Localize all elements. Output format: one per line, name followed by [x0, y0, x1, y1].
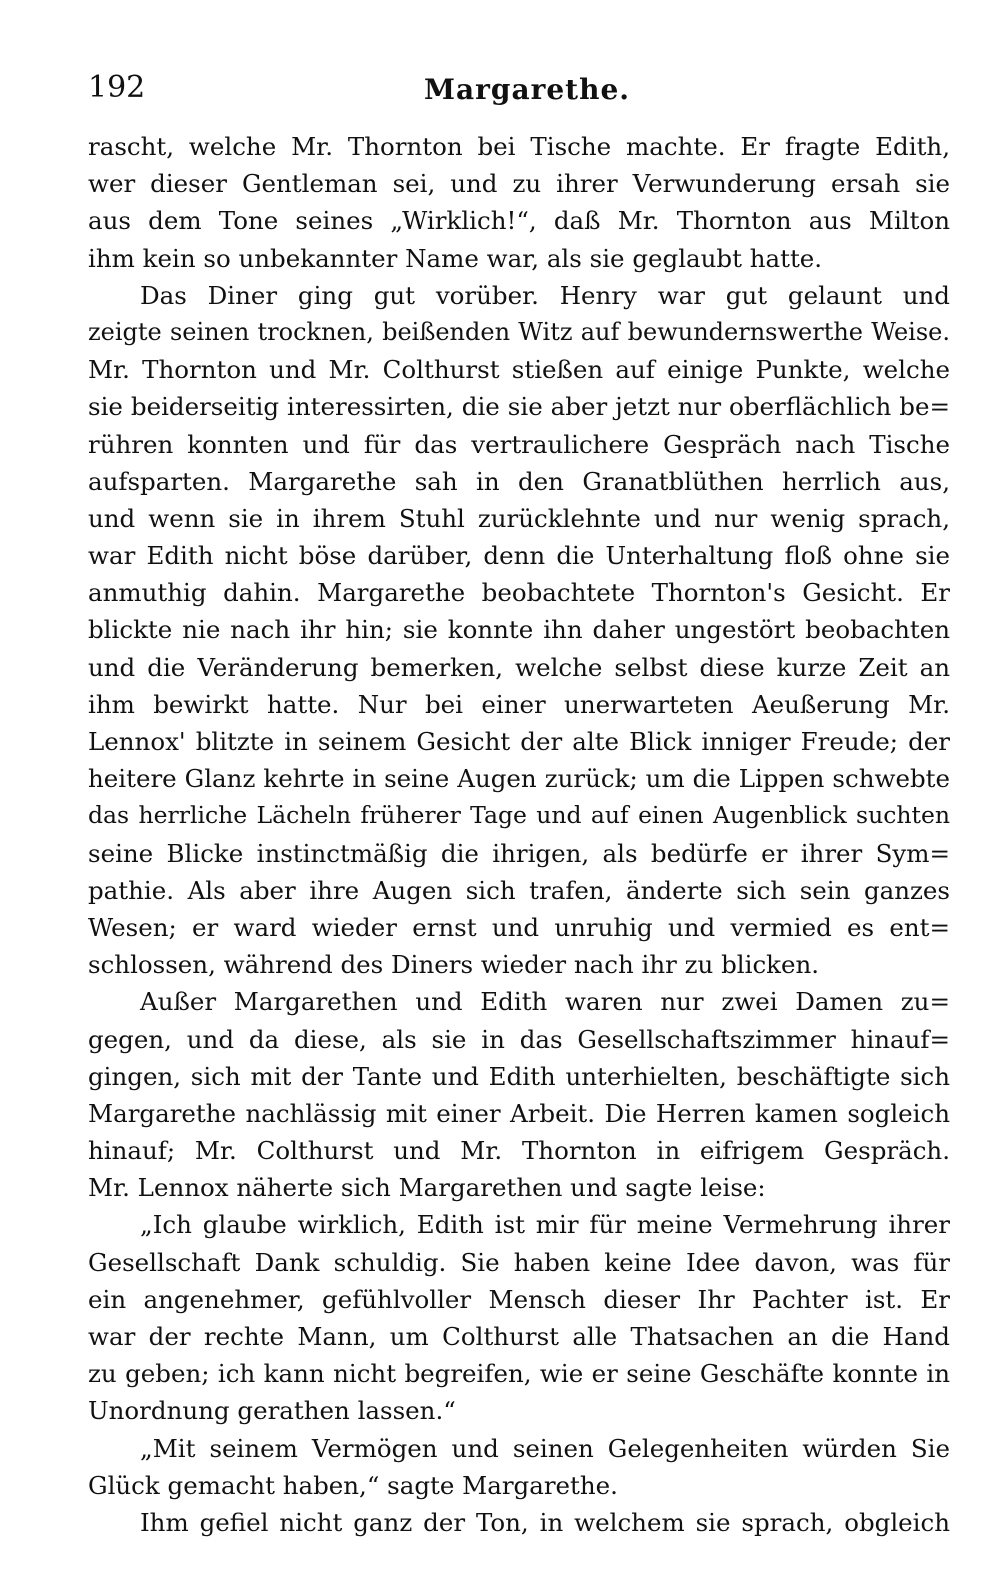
- text-line: pathie. Als aber ihre Augen sich trafen, änderte sich sein ganzes: [88, 875, 950, 905]
- body-text: [88, 128, 950, 1541]
- text-line: war Edith nicht böse darüber, denn die Unterhaltung floß ohne sie: [88, 541, 950, 571]
- text-line: ihm bewirkt hatte. Nur bei einer unerwarteten Aeußerung Mr.: [88, 689, 950, 719]
- text-line: gingen, sich mit der Tante und Edith unterhielten, beschäftigte sich: [88, 1061, 950, 1091]
- text-line: Wesen; er ward wieder ernst und unruhig und vermied es ent=: [88, 912, 950, 942]
- text-line: ein angenehmer, gefühlvoller Mensch dieser Ihr Pachter ist. Er: [88, 1284, 950, 1314]
- text-line: Außer Margarethen und Edith waren nur zwei Damen zu=: [140, 987, 950, 1017]
- text-line: rühren konnten und für das vertraulichere Gespräch nach Tische: [88, 429, 950, 459]
- text-line: hinauf; Mr. Colthurst und Mr. Thornton in eifrigem Gespräch.: [88, 1136, 950, 1166]
- text-line: aufsparten. Margarethe sah in den Granatblüthen herrlich aus,: [88, 466, 950, 496]
- text-line: heitere Glanz kehrte in seine Augen zurück; um die Lippen schwebte: [88, 764, 950, 794]
- text-line: gegen, und da diese, als sie in das Gesellschaftszimmer hinauf=: [88, 1024, 950, 1054]
- text-line: zeigte seinen trocknen, beißenden Witz auf bewundernswerthe Weise.: [88, 317, 950, 346]
- running-head: Margarethe.: [424, 73, 631, 106]
- page-number: 192: [88, 70, 146, 105]
- page-header: [88, 68, 948, 112]
- text-line: schlossen, während des Diners wieder nach ihr zu blicken.: [88, 950, 820, 980]
- text-line: Mr. Thornton und Mr. Colthurst stießen auf einige Punkte, welche: [88, 355, 950, 385]
- text-line: rascht, welche Mr. Thornton bei Tische machte. Er fragte Edith,: [88, 132, 950, 161]
- text-line: Das Diner ging gut vorüber. Henry war gut gelaunt und: [140, 280, 950, 310]
- text-line: Gesellschaft Dank schuldig. Sie haben keine Idee davon, was für: [88, 1247, 950, 1277]
- text-line: war der rechte Mann, um Colthurst alle Thatsachen an die Hand: [88, 1322, 950, 1351]
- text-line: und die Veränderung bemerken, welche selbst diese kurze Zeit an: [88, 652, 950, 682]
- text-line: wer dieser Gentleman sei, und zu ihrer Verwunderung ersah sie: [88, 169, 950, 199]
- text-line: „Ich glaube wirklich, Edith ist mir für meine Vermehrung ihrer: [140, 1210, 950, 1240]
- text-line: das herrliche Lächeln früherer Tage und auf einen Augenblick suchten: [88, 801, 950, 830]
- text-line: anmuthig dahin. Margarethe beobachtete Thornton's Gesicht. Er: [88, 578, 950, 608]
- text-line: Mr. Lennox näherte sich Margarethen und sagte leise:: [88, 1173, 766, 1203]
- text-line: seine Blicke instinctmäßig die ihrigen, als bedürfe er ihrer Sym=: [88, 838, 950, 868]
- text-line: sie beiderseitig interessirten, die sie aber jetzt nur oberflächlich be=: [88, 392, 950, 422]
- text-line: Glück gemacht haben,“ sagte Margarethe.: [88, 1470, 618, 1500]
- text-line: blickte nie nach ihr hin; sie konnte ihn daher ungestört beobachten: [88, 615, 950, 645]
- text-line: aus dem Tone seines „Wirklich!“, daß Mr. Thornton aus Milton: [88, 206, 950, 236]
- text-line: zu geben; ich kann nicht begreifen, wie er seine Geschäfte konnte in: [88, 1359, 950, 1389]
- text-line: Ihm gefiel nicht ganz der Ton, in welchem sie sprach, obgleich: [140, 1507, 950, 1537]
- text-line: ihm kein so unbekannter Name war, als sie geglaubt hatte.: [88, 243, 823, 273]
- text-line: Unordnung gerathen lassen.“: [88, 1396, 456, 1426]
- text-line: Lennox' blitzte in seinem Gesicht der alte Blick inniger Freude; der: [88, 727, 950, 756]
- text-line: und wenn sie in ihrem Stuhl zurücklehnte und nur wenig sprach,: [88, 503, 950, 533]
- text-line: „Mit seinem Vermögen und seinen Gelegenheiten würden Sie: [140, 1433, 950, 1463]
- text-line: Margarethe nachlässig mit einer Arbeit. Die Herren kamen sogleich: [88, 1098, 950, 1128]
